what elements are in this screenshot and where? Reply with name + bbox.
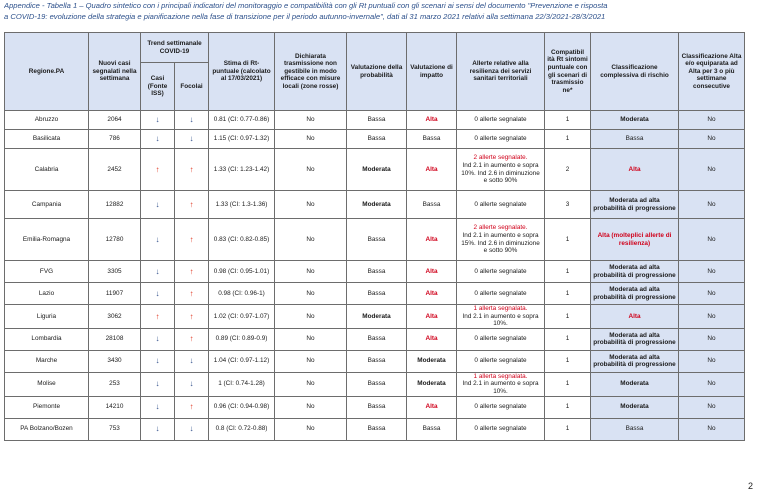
impact-cell: Moderata	[407, 372, 457, 396]
trend-foci-arrow: ↑	[175, 396, 209, 418]
impact-cell: Alta	[407, 396, 457, 418]
high-3-weeks-cell: No	[679, 191, 745, 219]
trend-cases-arrow: ↑	[141, 149, 175, 191]
header-declaration: Dichiarata trasmissione non gestibile in modo efficace con misure locali (zone rosse)	[275, 33, 347, 111]
impact-cell: Alta	[407, 283, 457, 305]
header-rt: Stima di Rt- puntuale (calcolato al 17/03/2021)	[209, 33, 275, 111]
compatibility-cell: 1	[545, 328, 591, 350]
high-3-weeks-cell: No	[679, 372, 745, 396]
trend-cases-arrow: ↓	[141, 130, 175, 149]
high-3-weeks-cell: No	[679, 283, 745, 305]
trend-cases-arrow: ↓	[141, 396, 175, 418]
alerts-cell	[457, 418, 545, 440]
trend-cases-arrow: ↓	[141, 111, 175, 130]
trend-cases-arrow: ↓	[141, 418, 175, 440]
trend-foci-arrow: ↓	[175, 111, 209, 130]
trend-cases-arrow: ↓	[141, 219, 175, 261]
impact-cell: Moderata	[407, 350, 457, 372]
region-cell: Basilicata	[5, 130, 89, 149]
trend-cases-arrow: ↓	[141, 283, 175, 305]
risk-cell: Alta	[591, 305, 679, 329]
rt-cell: 1.33 (CI: 1.3-1.36)	[209, 191, 275, 219]
probability-cell: Bassa	[347, 372, 407, 396]
region-cell: Marche	[5, 350, 89, 372]
trend-foci-arrow: ↓	[175, 130, 209, 149]
risk-cell: Bassa	[591, 418, 679, 440]
header-region: Regione.PA	[5, 33, 89, 111]
rt-cell: 0.98 (CI: 0.96-1)	[209, 283, 275, 305]
probability-cell: Moderata	[347, 149, 407, 191]
trend-foci-arrow: ↑	[175, 283, 209, 305]
alerts-cell	[457, 130, 545, 149]
table-row	[5, 261, 745, 283]
alerts-cell	[457, 396, 545, 418]
compatibility-cell: 1	[545, 396, 591, 418]
trend-foci-arrow: ↑	[175, 219, 209, 261]
impact-cell: Alta	[407, 261, 457, 283]
alerts-summary: 0 allerte segnalate	[474, 116, 527, 124]
declaration-cell: No	[275, 219, 347, 261]
page-number: 2	[748, 481, 754, 491]
trend-foci-arrow: ↑	[175, 149, 209, 191]
compatibility-cell: 1	[545, 372, 591, 396]
alerts-summary: 0 allerte segnalate	[474, 425, 527, 433]
risk-cell: Moderata ad alta probabilità di progressione	[591, 261, 679, 283]
declaration-cell: No	[275, 261, 347, 283]
region-cell: PA Bolzano/Bozen	[5, 418, 89, 440]
high-3-weeks-cell: No	[679, 219, 745, 261]
region-cell: Campania	[5, 191, 89, 219]
alerts-cell	[457, 305, 545, 329]
alerts-cell	[457, 328, 545, 350]
table-row	[5, 305, 745, 329]
impact-cell: Bassa	[407, 130, 457, 149]
probability-cell: Bassa	[347, 261, 407, 283]
table-row	[5, 328, 745, 350]
rt-cell: 1.15 (CI: 0.97-1.32)	[209, 130, 275, 149]
alerts-detail: Ind 2.1 in aumento e sopra 10%. Ind 2.6 in diminuzione e sotto 90%	[461, 161, 540, 185]
high-3-weeks-cell: No	[679, 418, 745, 440]
new-cases-cell: 253	[89, 372, 141, 396]
compatibility-cell: 1	[545, 305, 591, 329]
high-3-weeks-cell: No	[679, 149, 745, 191]
probability-cell: Moderata	[347, 305, 407, 329]
risk-cell: Moderata	[591, 372, 679, 396]
declaration-cell: No	[275, 191, 347, 219]
header-alerts: Allerte relative alla resilienza dei servizi sanitari territoriali	[457, 33, 545, 111]
region-cell: Emilia-Romagna	[5, 219, 89, 261]
high-3-weeks-cell: No	[679, 130, 745, 149]
alerts-cell	[457, 372, 545, 396]
probability-cell: Bassa	[347, 350, 407, 372]
trend-foci-arrow: ↓	[175, 418, 209, 440]
new-cases-cell: 3062	[89, 305, 141, 329]
alerts-cell	[457, 283, 545, 305]
new-cases-cell: 12882	[89, 191, 141, 219]
declaration-cell: No	[275, 149, 347, 191]
table-row	[5, 219, 745, 261]
rt-cell: 0.83 (CI: 0.82-0.85)	[209, 219, 275, 261]
alerts-summary: 0 allerte segnalate	[474, 403, 527, 411]
alerts-summary: 0 allerte segnalate	[474, 335, 527, 343]
table-caption	[4, 1, 762, 22]
probability-cell: Bassa	[347, 328, 407, 350]
header-compatibility: Compatibil ità Rt sintomi puntuale con gli scenari di trasmissio ne*	[545, 33, 591, 111]
compatibility-cell: 1	[545, 130, 591, 149]
trend-cases-arrow: ↓	[141, 372, 175, 396]
compatibility-cell: 1	[545, 261, 591, 283]
rt-cell: 1.33 (CI: 1.23-1.42)	[209, 149, 275, 191]
monitoring-table	[4, 32, 745, 441]
header-trend-foci: Focolai	[175, 63, 209, 111]
probability-cell: Bassa	[347, 130, 407, 149]
table-row	[5, 283, 745, 305]
risk-cell: Alta (molteplici allerte di resilienza)	[591, 219, 679, 261]
compatibility-cell: 1	[545, 111, 591, 130]
impact-cell: Alta	[407, 219, 457, 261]
risk-cell: Moderata	[591, 111, 679, 130]
alerts-cell	[457, 111, 545, 130]
new-cases-cell: 786	[89, 130, 141, 149]
alerts-summary: 1 allerta segnalata.	[473, 305, 528, 312]
risk-cell: Moderata ad alta probabilità di progressione	[591, 328, 679, 350]
alerts-summary: 0 allerte segnalate	[474, 289, 527, 297]
risk-cell: Moderata ad alta probabilità di progressione	[591, 191, 679, 219]
new-cases-cell: 753	[89, 418, 141, 440]
table-row	[5, 418, 745, 440]
probability-cell: Bassa	[347, 219, 407, 261]
region-cell: FVG	[5, 261, 89, 283]
alerts-cell	[457, 261, 545, 283]
impact-cell: Bassa	[407, 191, 457, 219]
table-row	[5, 350, 745, 372]
compatibility-cell: 1	[545, 283, 591, 305]
header-high-3-weeks: Classificazione Alta e/o equiparata ad Alta per 3 o più settimane consecutive	[679, 33, 745, 111]
compatibility-cell: 2	[545, 149, 591, 191]
declaration-cell: No	[275, 350, 347, 372]
table-row	[5, 396, 745, 418]
region-cell: Liguria	[5, 305, 89, 329]
rt-cell: 0.89 (CI: 0.89-0.9)	[209, 328, 275, 350]
probability-cell: Bassa	[347, 283, 407, 305]
table-row	[5, 111, 745, 130]
alerts-summary: 0 allerte segnalate	[474, 357, 527, 365]
trend-foci-arrow: ↑	[175, 261, 209, 283]
alerts-summary: 2 allerte segnalate.	[473, 224, 528, 232]
high-3-weeks-cell: No	[679, 111, 745, 130]
region-cell: Calabria	[5, 149, 89, 191]
header-risk: Classificazione complessiva di rischio	[591, 33, 679, 111]
risk-cell: Moderata ad alta probabilità di progressione	[591, 283, 679, 305]
trend-foci-arrow: ↑	[175, 328, 209, 350]
impact-cell: Alta	[407, 328, 457, 350]
alerts-detail: Ind 2.1 in aumento e sopra 10%.	[462, 312, 539, 328]
rt-cell: 0.96 (CI: 0.94-0.98)	[209, 396, 275, 418]
new-cases-cell: 2064	[89, 111, 141, 130]
probability-cell: Bassa	[347, 418, 407, 440]
header-impact: Valutazione di impatto	[407, 33, 457, 111]
high-3-weeks-cell: No	[679, 350, 745, 372]
region-cell: Abruzzo	[5, 111, 89, 130]
table-row	[5, 372, 745, 396]
compatibility-cell: 1	[545, 219, 591, 261]
rt-cell: 1 (CI: 0.74-1.28)	[209, 372, 275, 396]
alerts-summary: 0 allerte segnalate	[474, 200, 527, 208]
trend-foci-arrow: ↑	[175, 305, 209, 329]
impact-cell: Bassa	[407, 418, 457, 440]
alerts-summary: 1 allerta segnalata.	[473, 372, 528, 380]
header-trend-cases: Casi (Fonte ISS)	[141, 63, 175, 111]
new-cases-cell: 14210	[89, 396, 141, 418]
trend-cases-arrow: ↑	[141, 305, 175, 329]
impact-cell: Alta	[407, 305, 457, 329]
trend-cases-arrow: ↓	[141, 261, 175, 283]
new-cases-cell: 3430	[89, 350, 141, 372]
alerts-detail: Ind 2.1 in aumento e sopra 10%.	[462, 380, 539, 395]
declaration-cell: No	[275, 328, 347, 350]
declaration-cell: No	[275, 130, 347, 149]
trend-cases-arrow: ↓	[141, 350, 175, 372]
caption-line-2: a COVID-19: evoluzione della strategia e pianificazione nella fase di transizione per il periodo autunno-invernale", dati al 31 marzo 2021 relativi alla settimana 22/3/2021-28/3/2021	[4, 11, 606, 21]
risk-cell: Bassa	[591, 130, 679, 149]
alerts-summary: 0 allerte segnalate	[474, 267, 527, 275]
region-cell: Lazio	[5, 283, 89, 305]
table-row	[5, 149, 745, 191]
impact-cell: Alta	[407, 149, 457, 191]
declaration-cell: No	[275, 283, 347, 305]
header-trend: Trend settimanale COVID-19	[141, 33, 209, 63]
trend-foci-arrow: ↓	[175, 350, 209, 372]
impact-cell: Alta	[407, 111, 457, 130]
alerts-detail: Ind 2.1 in aumento e sopra 15%. Ind 2.6 in diminuzione e sotto 90%	[461, 231, 540, 255]
risk-cell: Moderata	[591, 396, 679, 418]
risk-cell: Alta	[591, 149, 679, 191]
trend-cases-arrow: ↓	[141, 328, 175, 350]
compatibility-cell: 3	[545, 191, 591, 219]
new-cases-cell: 28108	[89, 328, 141, 350]
trend-foci-arrow: ↑	[175, 191, 209, 219]
probability-cell: Bassa	[347, 396, 407, 418]
rt-cell: 0.98 (CI: 0.95-1.01)	[209, 261, 275, 283]
region-cell: Piemonte	[5, 396, 89, 418]
rt-cell: 1.04 (CI: 0.97-1.12)	[209, 350, 275, 372]
new-cases-cell: 11907	[89, 283, 141, 305]
rt-cell: 0.81 (CI: 0.77-0.86)	[209, 111, 275, 130]
trend-cases-arrow: ↓	[141, 191, 175, 219]
compatibility-cell: 1	[545, 350, 591, 372]
alerts-cell	[457, 149, 545, 191]
alerts-summary: 0 allerte segnalate	[474, 135, 527, 143]
high-3-weeks-cell: No	[679, 305, 745, 329]
rt-cell: 0.8 (CI: 0.72-0.88)	[209, 418, 275, 440]
declaration-cell: No	[275, 372, 347, 396]
compatibility-cell: 1	[545, 418, 591, 440]
probability-cell: Moderata	[347, 191, 407, 219]
high-3-weeks-cell: No	[679, 261, 745, 283]
declaration-cell: No	[275, 111, 347, 130]
alerts-cell	[457, 191, 545, 219]
high-3-weeks-cell: No	[679, 396, 745, 418]
alerts-summary: 2 allerte segnalate.	[473, 154, 528, 162]
high-3-weeks-cell: No	[679, 328, 745, 350]
header-new-cases: Nuovi casi segnalati nella settimana	[89, 33, 141, 111]
new-cases-cell: 3305	[89, 261, 141, 283]
new-cases-cell: 12780	[89, 219, 141, 261]
table-row	[5, 130, 745, 149]
table-row	[5, 191, 745, 219]
probability-cell: Bassa	[347, 111, 407, 130]
region-cell: Lombardia	[5, 328, 89, 350]
declaration-cell: No	[275, 396, 347, 418]
risk-cell: Moderata ad alta probabilità di progressione	[591, 350, 679, 372]
region-cell: Molise	[5, 372, 89, 396]
caption-line-1: Appendice - Tabella 1 – Quadro sintetico con i principali indicatori del monitoraggio e compatibilità con gli Rt puntuali con gli scenari ai sensi del documento "Prevenzione e risposta	[4, 1, 608, 10]
declaration-cell: No	[275, 418, 347, 440]
alerts-cell	[457, 219, 545, 261]
declaration-cell: No	[275, 305, 347, 329]
alerts-cell	[457, 350, 545, 372]
rt-cell: 1.02 (CI: 0.97-1.07)	[209, 305, 275, 329]
header-probability: Valutazione della probabilità	[347, 33, 407, 111]
trend-foci-arrow: ↓	[175, 372, 209, 396]
new-cases-cell: 2452	[89, 149, 141, 191]
